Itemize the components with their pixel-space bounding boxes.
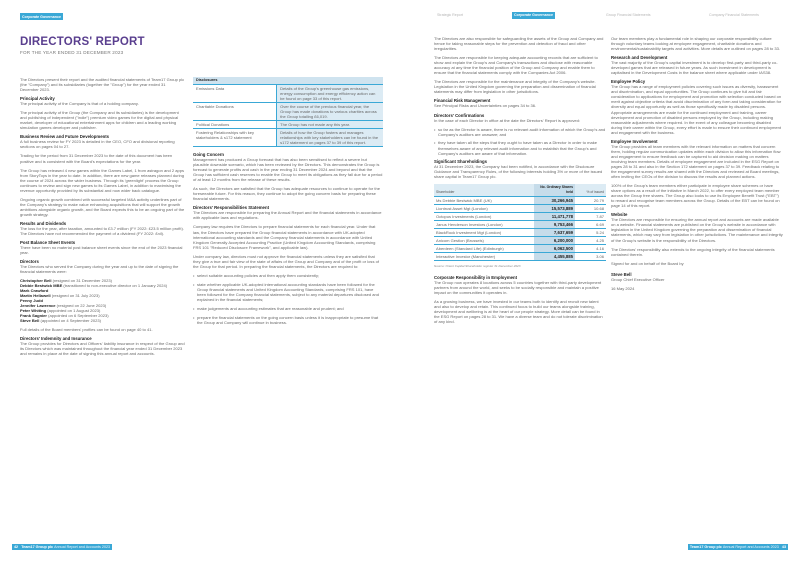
table-row: Political Donations The Group has not made any this year. bbox=[193, 121, 383, 129]
director-item: Mark Crawford bbox=[20, 288, 49, 294]
col-header-shareholder: Shareholder bbox=[434, 184, 534, 197]
signature-date: 16 May 2024 bbox=[611, 285, 635, 291]
footer-company: Team17 Group plc bbox=[21, 544, 54, 549]
col-header-pct: % of issued bbox=[575, 184, 606, 197]
website-heading: Website bbox=[611, 212, 628, 218]
table-row: Janus Henderson Investors (London) 9,753,466 6.69 bbox=[436, 221, 604, 227]
directors-heading: Directors bbox=[20, 259, 39, 265]
page-number: 42 bbox=[14, 544, 19, 549]
paragraph: Ongoing organic growth combined with successful targeted M&A activity underlines part of the Company's strategy to make value enhancing acquisitions that will support the growth ambitions alongside organic growth, and the Board expects this to be an ongoing part of the growth strategy. bbox=[20, 196, 185, 217]
director-item: Peter Whiting (appointed on 1 August 2023) bbox=[20, 308, 101, 314]
table-row: Aberdeen (Standard Life) (Edinburgh) 6,062,500 4.16 bbox=[436, 245, 604, 251]
nav-company-financial-statements[interactable]: Company Financial Statements bbox=[709, 13, 759, 17]
employee-involvement-heading: Employee Involvement bbox=[611, 138, 658, 144]
director-item: Steve Bell (appointed on 4 September 2023) bbox=[20, 318, 102, 324]
list-item: • select suitable accounting policies and then apply them consistently; bbox=[193, 273, 383, 278]
paragraph: 100% of the Group's team members either participate in employee share schemes or have share options as a result of the initiative in March 2022, to offer every employed team member across the Group free shares. The Group also looks to use its Employee Benefit Trust ("EBT") to reward and recognise team members across the Group. Details of the EBT can be found on page 14 of this report. bbox=[611, 183, 780, 209]
paragraph: There have been no material post balance sheet events since the end of the 2023 financial year. bbox=[20, 245, 183, 256]
intro-paragraph: The Directors present their report and the audited financial statements of Team17 Group plc (the "Company") and its subsidiaries (together the "Group") for the year ended 31 December 2023. bbox=[20, 77, 185, 93]
nav-group-financial-statements[interactable]: Group Financial Statements bbox=[606, 13, 651, 17]
confirmations-heading: Directors' Confirmations bbox=[434, 112, 485, 118]
post-balance-heading: Post Balance Sheet Events bbox=[20, 240, 76, 246]
business-review-heading: Business Review and Future Developments bbox=[20, 134, 110, 140]
paragraph: Full details of the Board members' profiles can be found on page 40 to 41. bbox=[20, 327, 153, 333]
responsibilities-list bbox=[193, 273, 383, 325]
paragraph: The Group now operates 8 locations across 5 countries together with third-party development partners from around the world, and seeks to be socially responsible and maintain a positive impact on the communities it operates in. bbox=[434, 279, 602, 295]
employee-policy-heading: Employee Policy bbox=[611, 79, 646, 85]
page-subtitle: FOR THE YEAR ENDED 31 DECEMBER 2023 bbox=[20, 50, 124, 55]
list-item: • prepare the financial statements on the going concern basis unless it is inappropriate to presume that the Group and Company will continue in business. bbox=[193, 315, 383, 325]
paragraph: The principal activity of the Company is that of a holding company. bbox=[20, 101, 139, 107]
indemnity-heading: Directors' Indemnity and Insurance bbox=[20, 336, 92, 342]
table-row: Liontrust Asset Mgt (London) 15,573,889 10.68 bbox=[436, 205, 604, 211]
table-row: Charitable Donations Over the course of the previous financial year, the Group has made donations to various charities across the Group totalling £6,019. bbox=[193, 103, 383, 121]
paragraph: The principal activity of the Group (the Company and its subsidiaries) is the development and publishing of independent ("indie") premium video games for the digital and physical market, developer of educational entertainment apps for children and a leading working simulation games developer and publisher. bbox=[20, 110, 179, 131]
table-source: Source: Orient Capital Shareholder register 31 December 2023 bbox=[434, 263, 521, 268]
column-3 bbox=[434, 36, 606, 328]
signatory-title: Group Chief Executive Officer bbox=[611, 276, 665, 282]
paragraph: Management has produced a Group forecast that has also been sensitised to reflect a severe but plausible downside scenario, which has been reviewed by the Directors. This demonstrates the Group is forecast to generate profits and cash in the year ending 31 December 2024 and beyond and that the Group has sufficient cash reserves to enable the Group to meet its obligations as they fall due for a period of at least 12 months from the release of these results. bbox=[193, 157, 383, 183]
paragraph: The Group has released 4 new games within the Games Label, 1 from astragon and 2 apps from StoryToys in the year to date. In addition, there are new game releases planned during the course of 2024 across the wider business. Through its 'greenlight' process the Group continues to review and sign new games to its Games Label, in addition to maximising the revenue opportunity provided by its substantial and now wider back catalogue. bbox=[20, 167, 184, 193]
page-title: DIRECTORS' REPORT bbox=[20, 36, 145, 48]
paragraph: The Directors are responsible for preparing the Annual Report and the financial statements in accordance with applicable laws and regulations. bbox=[193, 210, 382, 221]
column-4 bbox=[611, 36, 783, 295]
column-2 bbox=[193, 77, 383, 328]
table-row: Fostering Relationships with key stakeholders & s172 statement Details of how the Group fosters and manages relationships with key stakeholders can be found in the s172 statement on pages 37 to 39 of this report. bbox=[193, 129, 383, 147]
list-item: • make judgements and accounting estimates that are reasonable and prudent; and bbox=[193, 306, 383, 311]
paragraph: At 31 December 2023, the Company had been notified, in accordance with the Disclosure Guidance and Transparency Rules, of the following interests holding 3% or more of the issued share capital in Team17 Group plc. bbox=[434, 164, 603, 180]
paragraph: The Directors are responsible for keeping adequate accounting records that are sufficient to show and explain the Group's and Company's transactions and disclose with reasonable accuracy at any time the financial position of the Group and Company and enable them to ensure that the financial statements comply with the Companies Act 2006. bbox=[434, 55, 598, 76]
nav-strategic-report[interactable]: Strategic Report bbox=[437, 13, 463, 17]
paragraph: The Group provides for Directors and Officers' liability insurance in respect of the Group and its Directors which was maintained throughout the financial year ended 31 December 2023 and remains in place at the date of signing this annual report and accounts. bbox=[20, 341, 185, 357]
footer-report: Annual Report and Accounts 2023 bbox=[722, 544, 779, 549]
responsibilities-heading: Directors' Responsibilities Statement bbox=[193, 205, 269, 211]
column-1 bbox=[20, 77, 185, 360]
director-item: Debbie Bestwick MBE (transitioned to non-executive director on 1 January 2024) bbox=[20, 283, 168, 289]
footer-left bbox=[12, 544, 112, 550]
table-row: Emissions Data Details of the Group's greenhouse gas emissions, energy consumption and energy efficiency action can be found on page 33 of this report. bbox=[193, 85, 383, 103]
table-row: Octopus Investments (London) 11,471,778 7.87 bbox=[436, 213, 604, 219]
paragraph: A full business review for FY 2023 is detailed in the CEO, CFO and divisional reporting sections on pages 04 to 27. bbox=[20, 139, 175, 150]
footer-company: Team17 Group plc bbox=[689, 544, 722, 549]
footer-right bbox=[688, 544, 788, 550]
page-number: 43 bbox=[781, 544, 786, 549]
paragraph: See Principal Risks and Uncertainties on pages 34 to 36. bbox=[434, 103, 537, 109]
disclosures-header: Disclosures bbox=[193, 77, 383, 85]
principal-activity-heading: Principal Activity bbox=[20, 96, 55, 102]
section-tag: Corporate Governance bbox=[22, 14, 61, 19]
paragraph: Trading for the period from 31 December 2023 to the date of this document has been positive and is consistent with the Board's expectations for the year. bbox=[20, 153, 173, 164]
paragraph: The Directors are also responsible for safeguarding the assets of the Group and Company and hence for taking reasonable steps for the prevention and detection of fraud and other irregularities. bbox=[434, 36, 604, 52]
paragraph: The Directors are responsible for the maintenance and integrity of the Company's website. Legislation in the United Kingdom governing the preparation and dissemination of financial statements may differ from legislation in other jurisdictions. bbox=[434, 79, 596, 95]
director-item: Martin Hellawell (resigned on 31 July 2023) bbox=[20, 293, 100, 299]
paragraph: As such, the Directors are satisfied that the Group has adequate resources to continue to operate for the foreseeable future. For this reason, they continue to adopt the going concern basis for preparing these financial statements. bbox=[193, 186, 380, 202]
paragraph: The Directors who served the Company during the year and up to the date of signing the financial statements were: bbox=[20, 264, 179, 275]
paragraph: Our team members play a fundamental role in shaping our corporate responsibility culture through voluntary teams looking at employee engagement, charitable donations and environmental/sustainability targets and activities. More details are outlined on pages 28 to 33. bbox=[611, 36, 780, 52]
employment-heading: Corporate Responsibility in Employment bbox=[434, 274, 518, 280]
disclosures-table bbox=[193, 77, 383, 147]
paragraph: The vast majority of the Group's capital investment is to develop first-party and third-party co-developed games that are released in future years. As such investment in development is capitalised in the Development Costs in the balance sheet where applicable under IAS38. bbox=[611, 60, 778, 76]
director-item: Jennifer Lawrence (resigned on 22 June 2023) bbox=[20, 303, 107, 309]
list-item: • state whether applicable UK-adopted international accounting standards have been followed for the Group financial statements and United Kingdom Accounting Standards, comprising FRS 101, have been followed for the Company financial statements, subject to any material departures disclosed and explained in the financial statements; bbox=[193, 282, 383, 302]
table-row: Interactive Investor (Manchester) 4,455,885 3.06 bbox=[436, 253, 604, 259]
paragraph: Under company law, directors must not approve the financial statements unless they are satisfied that they give a true and fair view of the state of affairs of the Group and Company and of the profit or loss of the Group for that period. In preparing the financial statements, the Directors are required to: bbox=[193, 253, 379, 269]
paragraph: In the case of each Director in office at the date the Directors' Report is approved: bbox=[434, 117, 581, 123]
paragraph: Company law requires the Directors to prepare financial statements for each financial year. Under that law, the Directors have prepared the Group financial statements in accordance with UK-adopted international accounting standards and the Company financial statements in accordance with United Kingdom Generally Accepted Accounting Practice (United Kingdom Accounting Standards, comprising FRS 101 "Reduced Disclosure Framework", and applicable law). bbox=[193, 224, 376, 250]
col-header-shares: No. Ordinary Shares held bbox=[534, 184, 575, 197]
paragraph: The Directors' responsibility also extends to the ongoing integrity of the financial statements contained therein. bbox=[611, 246, 775, 257]
list-item: • they have taken all the steps that they ought to have taken as a Director in order to make themselves aware of any relevant audit information and to establish that the Group's and Company's auditors are aware of that information. bbox=[434, 140, 606, 155]
director-item: Christopher Bell (resigned on 31 December 2023) bbox=[20, 278, 112, 284]
paragraph: The Directors are responsible for ensuring the annual report and accounts are made available on a website. Financial statements are published on the Group's website in accordance with legislation in the United Kingdom governing the preparation and dissemination of financial statements, which may vary from legislation in other jurisdictions. The maintenance and integrity of the Group's website is the responsibility of the Directors. bbox=[611, 217, 783, 243]
results-heading: Results and Dividends bbox=[20, 220, 67, 226]
shareholdings-heading: Significant Shareholdings bbox=[434, 159, 487, 165]
directors-list bbox=[20, 278, 185, 323]
rnd-heading: Research and Development bbox=[611, 55, 668, 61]
nav-corporate-governance[interactable]: Corporate Governance bbox=[514, 13, 553, 17]
director-item: Frank Sagnier (appointed on 6 September 2023) bbox=[20, 313, 109, 319]
going-concern-heading: Going Concern bbox=[193, 152, 225, 157]
paragraph: The Group provides all team members with the relevant information on matters that concern them, holding regular communication updates within each division to allow this information flow and engagement to ensure feedback can be captured to aid decision making on matters involving team members. Details of employee engagement are included in the ESG Report on pages 28 to 31 and also in the Section 172 statement on pages 37 to 39. Feedback relating to the engagement survey results are shared with the Directors and reviewed at Board meetings, often inviting the CEOs of the division to discuss the results and planned actions. bbox=[611, 143, 781, 180]
shareholdings-table bbox=[434, 184, 606, 261]
confirmations-list bbox=[434, 127, 606, 156]
paragraph: The loss for the year, after taxation, amounted to £3.7 million (FY 2022: £23.5 million profit). The Directors have not recommended the payment of a dividend (FY 2022: £nil). bbox=[20, 225, 184, 237]
table-row: Anicom Gestion (Brussels) 6,200,000 4.25 bbox=[436, 237, 604, 243]
list-item: • so far as the Director is aware, there is no relevant audit information of which the Group's and Company's auditors are unaware; and bbox=[434, 127, 606, 137]
table-row: BlackRock Investment Mgt (London) 7,637,659 5.24 bbox=[436, 229, 604, 235]
risk-heading: Financial Risk Management bbox=[434, 98, 491, 104]
paragraph: As a growing business, we have invested in our teams both to identify and recruit new talent and also to develop and retain. This continued focus to build our teams alongside training, development and wellbeing is at the heart of our people strategy. More detail can be found in the ESG Report on pages 28 to 31. We have a diverse team and do not tolerate discrimination of any kind. bbox=[434, 298, 603, 324]
director-item: Penny Judd bbox=[20, 298, 43, 304]
right-page bbox=[400, 0, 800, 565]
signatory-name: Steve Bell bbox=[611, 271, 632, 277]
table-row: Ms Debbie Bestwick MBE (UK) 30,266,945 20.79 bbox=[436, 197, 604, 203]
footer-report: Annual Report and Accounts 2023 bbox=[54, 544, 111, 549]
signed-text: Signed for and on behalf of the Board by bbox=[611, 260, 684, 266]
paragraph: The Group has a range of employment policies covering such issues as diversity, harassment and discrimination, and equal opportunities. The Group continues to give full and fair consideration to applications for employment and promotion with selection conducted based on merit against objective criteria that avoid discrimination of any form and taking consideration for diversity and equal opportunity as well as those specifically made by disabled persons. Appropriate arrangements are made for the continued employment and training, career development and promotion of disabled persons employed by the Group, including making reasonable adjustments where required. In the event of any colleague becoming disabled during their career within the Group, every effort is made to ensure their continued employment and engagement with the business. bbox=[611, 84, 782, 135]
